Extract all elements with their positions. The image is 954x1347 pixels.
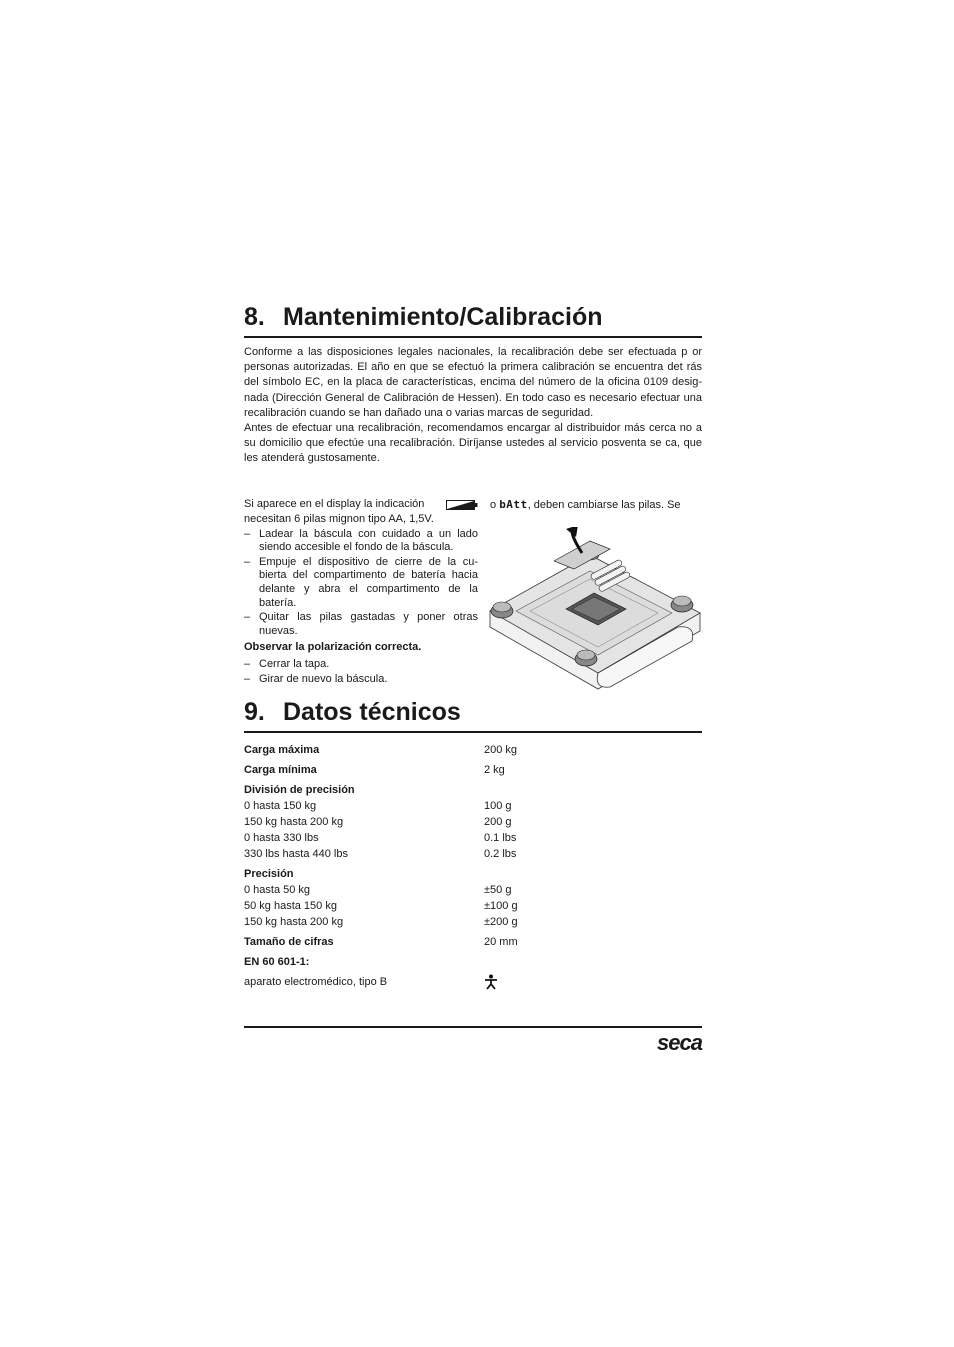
type-b-symbol-icon xyxy=(484,974,498,995)
table-row: Carga mínima 2 kg xyxy=(244,764,505,776)
battery-low-icon xyxy=(446,500,478,510)
table-row: 150 kg hasta 200 kg ±200 g xyxy=(244,916,518,928)
specs-table xyxy=(244,738,702,995)
section-9-heading xyxy=(244,697,702,733)
section-8-paragraph-2: Antes de efectuar una recalibración, recomendamos encargar al distribuidor más cerca no a su domicilio que efectúe una recalibración. Diríjanse ustedes al servicio posventa se ca, que les atenderá gustosamente. xyxy=(244,422,702,465)
polarity-warning: Observar la polarización correcta. xyxy=(244,641,422,654)
battery-intro-c: , deben cambiarse las pilas. Se xyxy=(527,499,681,511)
list-item: – Girar de nuevo la báscula. xyxy=(244,672,388,685)
list-item: – Cerrar la tapa. xyxy=(244,657,330,670)
section-9-number: 9. xyxy=(244,698,265,726)
battery-intro-d: necesitan 6 pilas mignon tipo AA, 1,5V. xyxy=(244,513,434,525)
table-row: 50 kg hasta 150 kg ±100 g xyxy=(244,900,518,912)
list-item: – Empuje el dispositivo de cierre de la cu- bierta del compartimento de batería hacia delante y abra el compartimento de la batería. xyxy=(244,555,478,609)
section-9-title: Datos técnicos xyxy=(283,698,461,726)
table-row: Tamaño de cifras 20 mm xyxy=(244,936,518,948)
scale-battery-illustration xyxy=(486,527,706,695)
table-row: 150 kg hasta 200 kg 200 g xyxy=(244,816,512,828)
battery-intro-a: Si aparece en el display la indicación xyxy=(244,498,425,510)
table-row: 0 hasta 50 kg ±50 g xyxy=(244,884,512,896)
table-row: EN 60 601-1: xyxy=(244,956,310,968)
table-row: Carga máxima 200 kg xyxy=(244,744,518,756)
table-row: 330 lbs hasta 440 lbs 0.2 lbs xyxy=(244,848,517,860)
table-row: División de precisión xyxy=(244,784,355,796)
section-8-heading xyxy=(244,302,702,338)
section-8-title: Mantenimiento/Calibración xyxy=(283,303,603,331)
seca-logo: seca xyxy=(657,1030,702,1055)
batt-display-code: bAtt xyxy=(499,498,528,511)
table-row: 0 hasta 150 kg 100 g xyxy=(244,800,512,812)
table-row: Precisión xyxy=(244,868,294,880)
battery-instructions xyxy=(244,513,478,686)
list-item: – Ladear la báscula con cuidado a un lado siendo accesible el fondo de la báscula. xyxy=(244,527,478,554)
table-row: 0 hasta 330 lbs 0.1 lbs xyxy=(244,832,517,844)
list-item: – Quitar las pilas gastadas y poner otras nuevas. xyxy=(244,611,478,637)
battery-intro-b: o xyxy=(490,499,497,511)
section-8-paragraph-1: Conforme a las disposiciones legales nacionales, la recalibración debe ser efectuada p or personas autorizadas. El año en que se efectuó la primera calibración se encuentra det rás del símbolo EC, en la placa de características, encima del número de la oficina 0109 desig- nada (Dirección General de Calibración de Hessen). En todo caso es necesario efectuar una recalibración cuando se han dañado una o varias marcas de seguridad. xyxy=(244,346,702,419)
section-8-number: 8. xyxy=(244,303,265,331)
table-row: aparato electromédico, tipo B xyxy=(244,970,702,995)
footer-rule xyxy=(244,1026,702,1028)
